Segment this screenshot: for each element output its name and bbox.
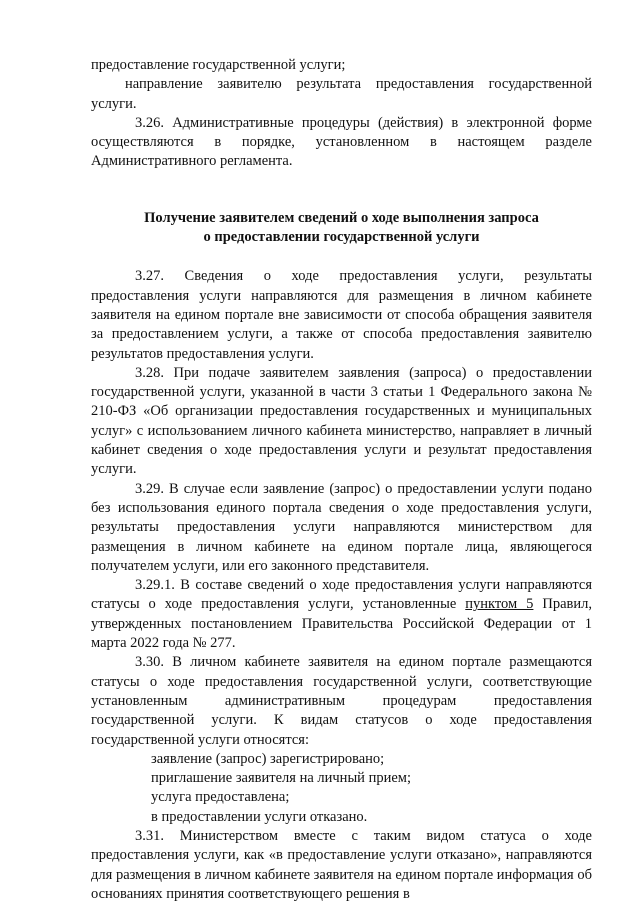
section-heading-line-2: о предоставлении государственной услуги [203,229,480,246]
status-list-item: в предоставлении услуги отказано. [151,808,368,825]
paragraph-3-29: 3.29. В случае если заявление (запрос) о предоставлении услуги подано без использования единого портала сведения о ходе предоставления услуги, результаты предоставления услуги направляются министерством для размещения в личном кабинете на едином портале лица, являющегося получателем услуги, или его законного представителя. [91,480,592,574]
paragraph-3-29-1-text-after: Правил, утвержденных постановлением Правительства Российской Федерации от 1 марта 2022 года № 277. [91,596,593,652]
section-heading-line-1: Получение заявителем сведений о ходе выполнения запроса [144,209,539,226]
paragraph-3-26: 3.26. Административные процедуры (действия) в электронной форме осуществляются в порядке, установленном в настоящем разделе Административного регламента. [91,114,592,170]
paragraph-3-29-1 [91,576,592,653]
status-list-item: услуга предоставлена; [151,789,290,806]
paragraph-3-29-1-text-before: 3.29.1. В составе сведений о ходе предоставления услуги направляются статусы о ходе предоставления услуги, установленные [91,577,592,613]
paragraph-3-27: 3.27. Сведения о ходе предоставления услуги, результаты предоставления услуги направляются для размещения в личном кабинете заявителя на едином портале вне зависимости от способа обращения заявителя за предоставлением услуги, а также от способа предоставления заявителю результатов предоставления услуги. [91,268,592,362]
status-list-item: заявление (запрос) зарегистрировано; [151,750,385,767]
paragraph-3-31: 3.31. Министерством вместе с таким видом статуса о ходе предоставления услуги, как «в предоставление услуги отказано», направляются для размещения в личном кабинете заявителя на едином портале информация об основаниях принятия соответствующего решения в [91,827,592,902]
paragraph-3-30: 3.30. В личном кабинете заявителя на едином портале размещаются статусы о ходе предоставления государственной услуги, соответствующие установленным административным процедурам предоставления государственной услуги. К видам статусов о ходе предоставления государственной услуги относятся: [91,654,592,748]
status-list-item: приглашение заявителя на личный прием; [151,770,411,787]
text-line-result-direction: направление заявителю результата предоставления государственной услуги. [91,76,592,112]
paragraph-3-28: 3.28. При подаче заявителем заявления (запроса) о предоставлении государственной услуги, указанной в части 3 статьи 1 Федерального закона № 210-ФЗ «Об организации предоставления государственных и муниципальных услуг» с использованием личного кабинета министерство, направляет в личный кабинет сведения о ходе предоставления услуги и результат предоставления услуги. [91,364,592,478]
link-item-5[interactable]: пунктом 5 [465,596,534,613]
section-heading [91,209,592,248]
text-line-provision: предоставление государственной услуги; [91,57,346,73]
